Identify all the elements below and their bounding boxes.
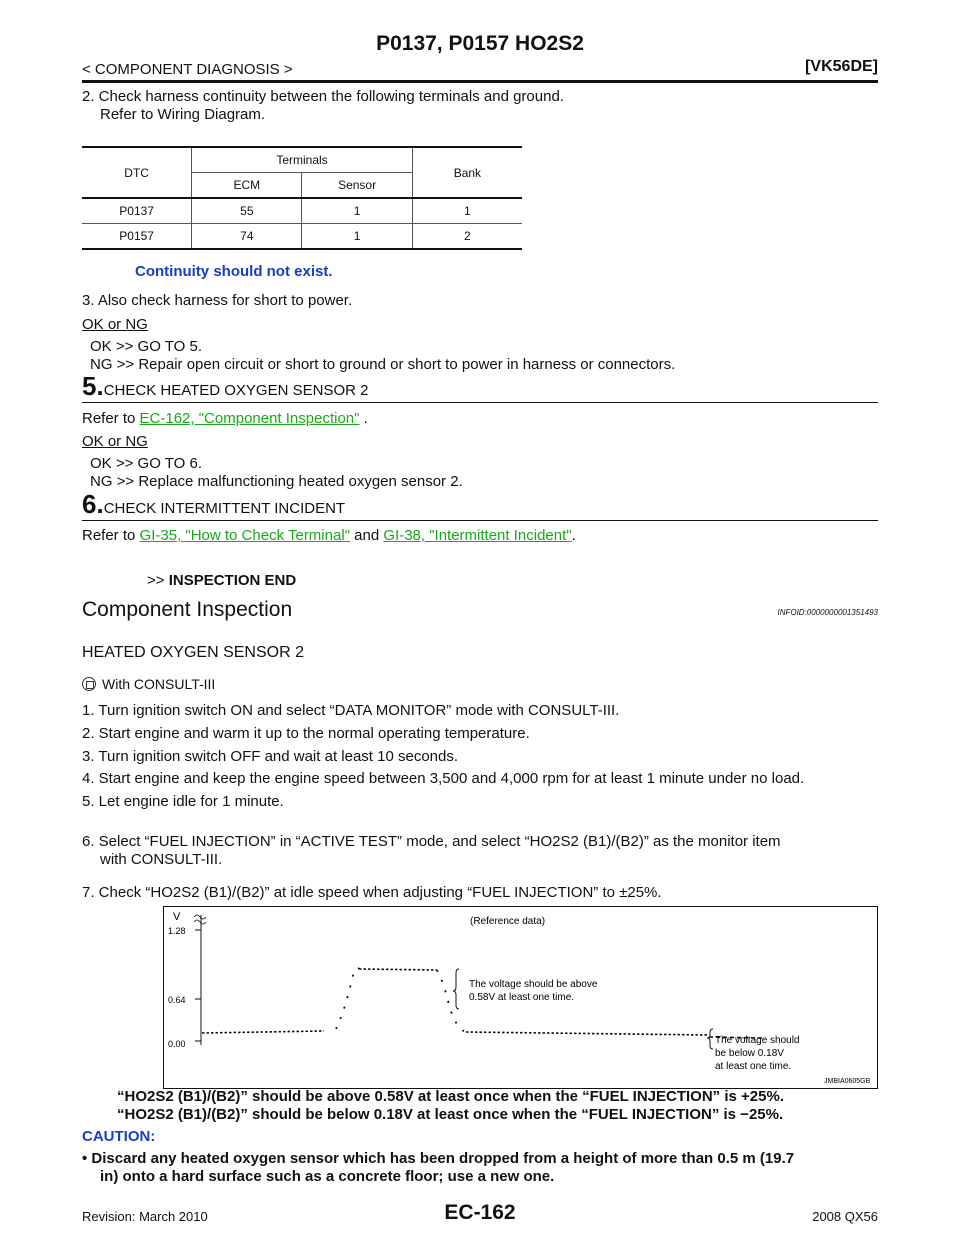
inspection-end [147, 572, 296, 589]
waveform-svg [164, 907, 876, 1087]
step-5: 5. Let engine idle for 1 minute. [82, 793, 284, 810]
check-terminal-link[interactable]: GI-35, "How to Check Terminal" [139, 527, 350, 544]
result1-ok: OK >> GO TO 5. [90, 338, 202, 355]
table-cell: 2 [412, 224, 522, 250]
section-6-ref [82, 527, 576, 544]
step-6-line2: with CONSULT-III. [100, 851, 223, 868]
section-label: < COMPONENT DIAGNOSIS > [82, 61, 293, 78]
section-5-heading [82, 371, 368, 402]
note-below-line3: at least one time. [715, 1061, 792, 1072]
continuity-note: Continuity should not exist. [135, 263, 333, 280]
header-rule [82, 80, 878, 83]
waveform-high [359, 969, 437, 970]
section-5-number: 5. [82, 371, 104, 401]
table-header-terminals: Terminals [192, 147, 412, 173]
page-title: P0137, P0157 HO2S2 [376, 32, 584, 55]
criteria-line1: “HO2S2 (B1)/(B2)” should be above 0.58V at least once when the “FUEL INJECTION” is +25%. [117, 1088, 784, 1105]
section-6-number: 6. [82, 489, 104, 519]
section-6-title: CHECK INTERMITTENT INCIDENT [103, 500, 346, 517]
component-inspection-link[interactable]: EC-162, "Component Inspection" [139, 410, 360, 427]
section-6-rule [82, 520, 878, 521]
page-number: EC-162 [444, 1201, 516, 1224]
table-row [82, 198, 522, 224]
note-below-line1: The voltage should [715, 1035, 800, 1046]
step2-line1: 2. Check harness continuity between the following terminals and ground. [82, 88, 564, 105]
step-2: 2. Start engine and warm it up to the normal operating temperature. [82, 725, 530, 742]
table-cell: 74 [192, 224, 302, 250]
waveform-low-mid [466, 1032, 709, 1035]
ref-suffix: . [359, 410, 368, 427]
note-above-line1: The voltage should be above [469, 979, 598, 990]
consult-icon [82, 677, 96, 691]
waveform-fall [437, 970, 466, 1032]
bracket-above [453, 969, 459, 1009]
tick-label: 1.28 [168, 926, 186, 936]
caution-line2: in) onto a hard surface such as a concrete floor; use a new one. [100, 1168, 555, 1185]
table-cell: 55 [192, 198, 302, 224]
step-4: 4. Start engine and keep the engine speed between 3,500 and 4,000 rpm for at least 1 minute under no load. [82, 770, 805, 787]
table-cell: 1 [302, 224, 412, 250]
ref-prefix: Refer to [82, 527, 140, 544]
ref-suffix: . [571, 527, 576, 544]
table-header-bank: Bank [412, 147, 522, 198]
note-below-line2: be below 0.18V [715, 1048, 784, 1059]
result1-ng: NG >> Repair open circuit or short to ground or short to power in harness or connectors. [90, 356, 676, 373]
step-1: 1. Turn ignition switch ON and select “DATA MONITOR” mode with CONSULT-III. [82, 702, 620, 719]
table-row [82, 224, 522, 250]
step-6-line1: 6. Select “FUEL INJECTION” in “ACTIVE TEST” mode, and select “HO2S2 (B1)/(B2)” as the monitor item [82, 833, 781, 850]
table-cell: 1 [412, 198, 522, 224]
y-unit: V [173, 911, 181, 923]
tick-label: 0.00 [168, 1039, 186, 1049]
end-text: INSPECTION END [168, 572, 297, 589]
component-inspection-title: Component Inspection [82, 598, 293, 621]
criteria-line2: “HO2S2 (B1)/(B2)” should be below 0.18V at least once when the “FUEL INJECTION” is −25%. [117, 1106, 784, 1123]
subheading: HEATED OXYGEN SENSOR 2 [82, 644, 304, 661]
step-3: 3. Turn ignition switch OFF and wait at least 10 seconds. [82, 748, 459, 765]
table-cell: P0157 [82, 224, 192, 250]
note-above-line2: 0.58V at least one time. [469, 992, 575, 1003]
caution-line1: • Discard any heated oxygen sensor which has been dropped from a height of more than 0.5 m (19.7 [82, 1150, 795, 1167]
end-arrow: >> [147, 572, 169, 589]
table-header-dtc: DTC [82, 147, 192, 198]
bracket-below [707, 1029, 713, 1049]
table-header-ecm: ECM [192, 173, 302, 199]
consult-text: With CONSULT-III [102, 676, 216, 692]
table-header-sensor: Sensor [302, 173, 412, 199]
axis-break-icon [194, 915, 206, 924]
step2-line2: Refer to Wiring Diagram. [100, 106, 266, 123]
footer-revision: Revision: March 2010 [82, 1209, 208, 1224]
section-5-title: CHECK HEATED OXYGEN SENSOR 2 [103, 382, 369, 399]
footer-model: 2008 QX56 [812, 1209, 878, 1224]
figure-id: JMBIA0605GB [824, 1078, 871, 1085]
model-label: [VK56DE] [805, 58, 878, 75]
result2-ok: OK >> GO TO 6. [90, 455, 202, 472]
section-5-ref [82, 410, 368, 427]
intermittent-incident-link[interactable]: GI-38, "Intermittent Incident" [383, 527, 572, 544]
ok-ng-label-2: OK or NG [82, 433, 148, 450]
caution-heading: CAUTION: [82, 1128, 156, 1145]
section-6-heading [82, 489, 345, 520]
section-5-rule [82, 402, 878, 403]
ref-prefix: Refer to [82, 410, 140, 427]
table-cell: 1 [302, 198, 412, 224]
terminal-table [82, 146, 522, 250]
reference-waveform-figure [163, 906, 878, 1089]
reference-label: (Reference data) [470, 916, 546, 927]
waveform-rise [336, 968, 359, 1029]
step3: 3. Also check harness for short to power. [82, 292, 353, 309]
ok-ng-label-1: OK or NG [82, 316, 148, 333]
info-id: INFOID:0000000001351493 [777, 608, 878, 617]
table-cell: P0137 [82, 198, 192, 224]
step-7: 7. Check “HO2S2 (B1)/(B2)” at idle speed when adjusting “FUEL INJECTION” to ±25%. [82, 884, 662, 901]
consult-line [82, 676, 215, 692]
waveform-low-left [202, 1031, 324, 1033]
tick-label: 0.64 [168, 995, 186, 1005]
ref-mid: and [349, 527, 384, 544]
result2-ng: NG >> Replace malfunctioning heated oxygen sensor 2. [90, 473, 463, 490]
